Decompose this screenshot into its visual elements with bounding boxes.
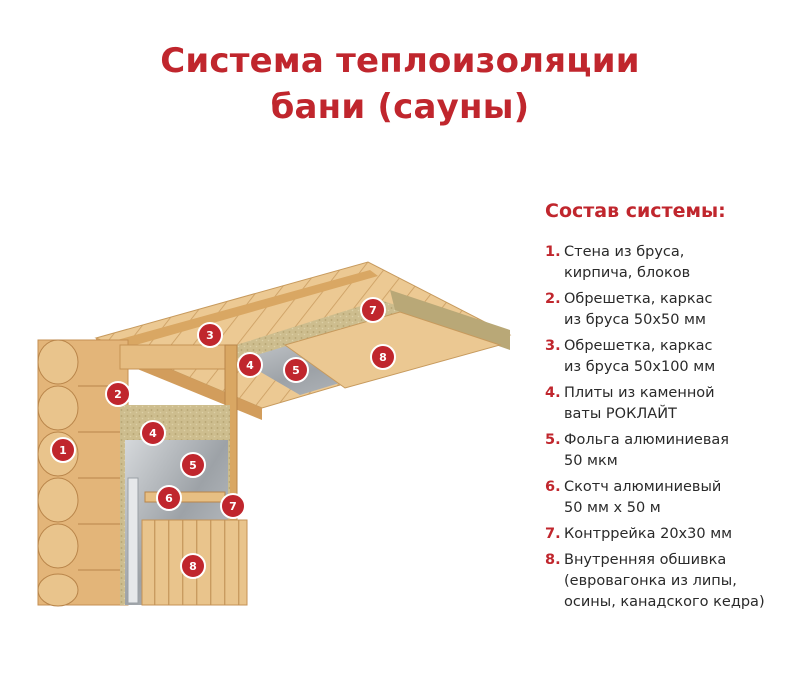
marker-6-label: 6 [165, 492, 173, 505]
legend-item-text: Контррейка 20х30 мм [564, 526, 733, 542]
marker-7-wall [221, 494, 245, 518]
marker-8-ceiling [371, 345, 395, 369]
legend-heading: Состав системы: [545, 200, 726, 222]
legend-item-number: 4. [545, 385, 561, 401]
marker-7-ceiling-label: 7 [369, 304, 377, 317]
legend-item-text: Обрешетка, каркас из бруса 50х100 мм [564, 338, 716, 375]
legend-item-text: Фольга алюминиевая 50 мкм [564, 432, 729, 469]
marker-3-label: 3 [206, 329, 214, 342]
legend-list [545, 242, 795, 613]
wall-frame-batten [120, 345, 235, 369]
legend [545, 200, 795, 618]
legend-item [545, 477, 795, 519]
legend-item-number: 6. [545, 479, 561, 495]
marker-4-wall-label: 4 [149, 427, 157, 440]
marker-8-wall [181, 554, 205, 578]
legend-item-number: 3. [545, 338, 561, 354]
marker-3 [198, 323, 222, 347]
marker-4-ceiling-label: 4 [246, 359, 254, 372]
title-line-1: Система теплоизоляции [160, 41, 640, 81]
legend-item-number: 1. [545, 244, 561, 260]
marker-1-label: 1 [59, 444, 67, 457]
legend-item [545, 289, 795, 331]
wall-foil-tape [128, 478, 138, 603]
legend-item-number: 5. [545, 432, 561, 448]
log-wall [38, 340, 128, 606]
marker-4-wall [141, 421, 165, 445]
legend-item-text: Внутренняя обшивка (евровагонка из липы, осины, канадского кедра) [564, 552, 765, 610]
legend-item-text: Обрешетка, каркас из бруса 50х50 мм [564, 291, 713, 328]
marker-1 [51, 438, 75, 462]
marker-6 [157, 486, 181, 510]
marker-5-ceiling [284, 358, 308, 382]
marker-7-ceiling [361, 298, 385, 322]
title-line-2: бани (сауны) [270, 87, 530, 127]
legend-item-number: 2. [545, 291, 561, 307]
legend-item [545, 242, 795, 284]
legend-item [545, 430, 795, 472]
legend-item-number: 8. [545, 552, 561, 568]
legend-item-text: Плиты из каменной ваты РОКЛАЙТ [564, 385, 715, 422]
marker-5-wall [181, 453, 205, 477]
marker-2 [106, 382, 130, 406]
marker-2-label: 2 [114, 388, 122, 401]
legend-item [545, 550, 795, 613]
marker-4-ceiling [238, 353, 262, 377]
marker-7-wall-label: 7 [229, 500, 237, 513]
legend-item [545, 383, 795, 425]
marker-8-wall-label: 8 [189, 560, 197, 573]
marker-5-wall-label: 5 [189, 459, 197, 472]
legend-item [545, 336, 795, 378]
legend-item [545, 524, 795, 545]
legend-item-number: 7. [545, 526, 561, 542]
legend-item-text: Стена из бруса, кирпича, блоков [564, 244, 691, 281]
marker-5-ceiling-label: 5 [292, 364, 300, 377]
marker-8-ceiling-label: 8 [379, 351, 387, 364]
legend-item-text: Скотч алюминиевый 50 мм х 50 м [564, 479, 722, 516]
